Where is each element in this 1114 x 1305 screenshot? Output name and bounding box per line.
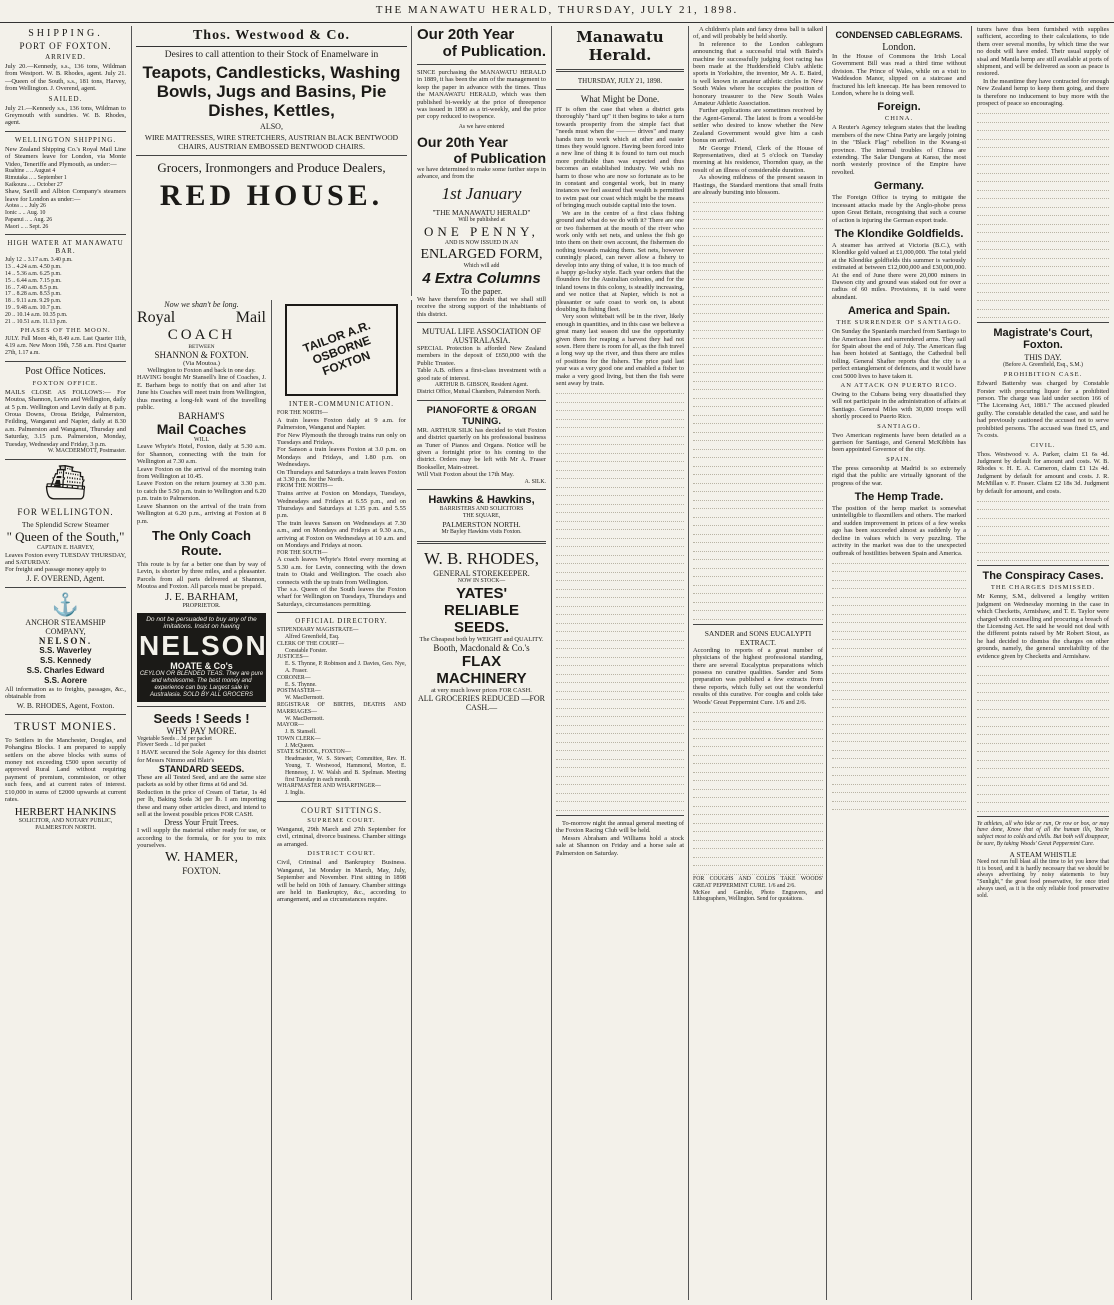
flax-machinery: FLAX MACHINERY [436, 652, 527, 687]
tailor-text: TAILOR A.R. OSBORNE FOXTON [301, 318, 373, 379]
extra-columns: 4 Extra Columns [422, 269, 541, 287]
north-3: For Sanson a train leaves Foxton at 3.0 p.m. on Mondays and Fridays, and 1.80 p.m. on Wednesdays. [277, 446, 406, 469]
secured-agency: I HAVE secured the Sole Agency for this district for Messrs Nimmo and Blair's [137, 749, 266, 764]
nelson-moate: MOATE & Co's [170, 660, 233, 671]
anchor-ship-icon: ⚓ [51, 591, 80, 617]
district-court-text: Civil, Criminal and Bankruptcy Business. Wanganui, 1st Monday in March, May, July, September and November. First sitting in 1898 will be held on 10th of January. Chamber sittings are held in Bankruptcy, &c., according to arrangement, and as circumstances require. [277, 859, 406, 904]
tide-table [5, 257, 126, 325]
dismissed-label: THE CHARGES DISMISSED. [990, 584, 1096, 592]
town-clerk-name: J. McQueen. [285, 742, 315, 749]
hamer-foxton: FOXTON. [182, 865, 221, 876]
column-courts [972, 26, 1114, 1300]
tide-row: 16 .. 7.40 a.m. 8.5 p.m. [5, 284, 59, 291]
anchor-ship-item: S.S. Kennedy [39, 655, 92, 665]
route-text: This route is by far a better one than by way of Levin, is shorter by three miles, and a pleasanter. Parcels from all parts delivered at Shannon, Moutoa and Foxton. All parcels must be prepaid. [137, 560, 266, 591]
leave-3: Leave Foxton on the return journey at 3.30 p.m. to catch the 5.50 p.m. train to Wellington and 6.20 p.m. train to Palmerston. [137, 480, 266, 503]
local-right-4: Mr George Friend, Clerk of the House of Representatives, died at 5 o'clock on Tuesday morning at his residence, Thorndon quay, as the result of an illness of considerable duration. [693, 144, 823, 174]
editorial-title: What Might be Done. [580, 94, 660, 104]
red-house: RED HOUSE. [159, 179, 384, 212]
having-bought: HAVING bought Mr Stansell's line of Coaches, J. E. Barham begs to notify that on and after 1st June his Coaches will meet train from Wellington, thus meeting a long-felt want of the travelling public. [137, 374, 266, 412]
inter-title: INTER-COMMUNICATION. [289, 400, 394, 408]
royal-mail-title [137, 309, 266, 327]
bayley-hawkins: Mr Bayley Hawkins visits Foxton. [441, 528, 522, 535]
wharf-name: J. Inglis. [285, 790, 305, 797]
hamer-name: W. HAMER, [165, 849, 238, 865]
santiago-text: Two American regiments have been detailed as a garrison for Santiago, and General McKibbin has been appointed Governor of the city. [832, 431, 966, 454]
surrender-label: THE SURRENDER OF SANTIAGO. [836, 319, 962, 327]
silk-text: MR. ARTHUR SILK has decided to visit Foxton and district quarterly on his professional business as Tuner of Pianos and Organs. Notice will be given a fortnight prior to his coming to the district. Orders may be left with Mr A. Fraser Bookseller, Main-street. [417, 426, 546, 471]
santiago-label: SANTIAGO. [877, 422, 921, 430]
therefore-text: We have therefore no doubt that we shall still receive the strong support of the inhabitants of this district. [417, 295, 546, 318]
high-water-title: HIGH WATER AT MANAWATU BAR. [7, 239, 124, 256]
continued-text-placeholder-7 [977, 660, 1109, 812]
clerk-label: CLERK OF THE COURT— [277, 640, 345, 647]
hankins-name: HERBERT HANKINS [14, 806, 117, 819]
tide-row: 18 .. 9.11 a.m. 9.29 p.m. [5, 298, 62, 305]
ship-item: Ionic .. .. Aug. 10 [5, 210, 46, 217]
trust-text: To Settlers in the Manchester, Douglas, and Pohangina Blocks. I am prepared to supply settlers on the above blocks with sums of money not exceeding £500 upon security of approved Rural Land without requiring payment of premium, commission, or other such fees, and at current rates of interest. £10,000 in sums of £2000 upwards at current rates. [5, 736, 126, 803]
mayor-label: MAYOR— [277, 722, 304, 729]
school-text: Headmaster, W. S. Stewart; Committee, Rev. H. Young, T. Westwood, Hammond, Morton, E. Hennessy, J. W. Walsh and B. Spelman. Meeting first Tuesday in each month. [285, 756, 406, 783]
freight-text: For freight and passage money apply to [5, 566, 107, 574]
justices-names: E. S. Thynne, P. Robinson and J. Davies, Geo. Nye, A. Fraser. [285, 661, 406, 674]
civil-label: CIVIL. [1030, 441, 1056, 449]
not-long: Now we shan't be long. [164, 300, 239, 309]
table-ab: Table A.B. offers a first-class investment with a good rate of interest. [417, 367, 546, 382]
queen-text: Leaves Foxton every TUESDAY THURSDAY, and SATURDAY. [5, 551, 126, 567]
enlarged-form: ENLARGED FORM, [420, 247, 543, 263]
north-2: For New Plymouth the through trains run only on Tuesdays and Fridays. [277, 431, 406, 447]
post-office-sub: FOXTON OFFICE. [32, 379, 99, 387]
column-ads-2 [132, 300, 412, 1300]
leave-2: Leave Foxton on the arrival of the morning train from Wellington at 10.45. [137, 465, 266, 481]
south-label: FOR THE SOUTH— [277, 549, 328, 556]
silk-visit: Will Visit Foxton about the 17th May. [417, 471, 514, 479]
nelson-tea-advertisement [137, 613, 266, 702]
now-in-stock: NOW IN STOCK— [457, 577, 506, 584]
woods-verse: Ye athletes, all who bike or run, Or row or box, or may have done, Know that of all the human ills, You're subject most to colds and chills. But both will disappear, be sure, By taking Woods' Great Peppermint Cure. [977, 820, 1109, 847]
moon-title: PHASES OF THE MOON. [20, 327, 111, 335]
proprietor-label: PROPRIETOR. [182, 602, 221, 609]
ship-item: Kaikoura .. .. October 27 [5, 181, 63, 188]
anchor-text: All information as to freights, passages, &c., obtainable from [5, 685, 126, 701]
wharf-label: WHARFMASTER AND WHARFINGER— [277, 783, 381, 790]
tested-seeds: These are all Tested Seed, and are the same size packets as sold by other firms at 6d and 3d. [137, 773, 266, 789]
gibson-agent: ARTHUR B. GIBSON, Resident Agent. [434, 382, 529, 389]
dress-title: Dress Your Fruit Trees. [164, 818, 239, 828]
why-pay-more: WHY PAY MORE. [166, 725, 237, 736]
registrar-label: REGISTRAR OF BIRTHS, DEATHS AND MARRIAGES— [277, 701, 406, 715]
editorial-para-2: We are in the centre of a first class fishing ground and what do we do with it? There are one or two fishermen at the mouth of the river who work only with set nets, and unless the fish go into them on their own account, the fishermen do nothing towards making them. Set nets, however cunningly placed, can never allow a fishery to develop into any thing of value, it is too much of a happy go-lucky style. Each year orders that the flounders for the Australian colonies, and for the inland towns in this colony, is steadily increasing, and we notice that at Napier, which is not a pleasanter or safe coast to work on, is about doubling its fishing fleet. [556, 209, 684, 313]
ship-list-2 [5, 203, 126, 230]
editorial-left [552, 26, 689, 1300]
anchor-ship-item: S.S. Charles Edward [26, 665, 105, 675]
post-office-title: Post Office Notices. [25, 365, 106, 377]
anchor-ship-item: S.S. Aorere [44, 675, 87, 685]
civil-text: Thos. Westwood v. A. Parker, claim £1 6s 4d. Judgment by default for amount and costs. W. B. Rhodes v. H. E. A. Cameron, claim £1 12s 4d. Judgment by default for amount and costs. J. R. McMillan v. F. Fraser. Claim £2 18s 3d. Judgment by default for amount, and costs. [977, 450, 1109, 495]
seeds-title: Seeds ! Seeds ! [153, 710, 250, 726]
shipping-title: SHIPPING. [28, 28, 103, 39]
london-title: London. [882, 42, 916, 53]
tide-row: 15 .. 6.44 a.m. 7.15 p.m. [5, 277, 62, 284]
since-purchasing: SINCE purchasing the MANAWATU HERALD in 1889, it has been the aim of the management to keep the paper in advance with the times. Thus the MANAWATU HERALD, which was then published bi-weekly at the price of threepence was issued in 1890 as a tri-weekly, and the price per copy reduced to twopence. [417, 69, 546, 121]
reduction-text: Reduction in the price of Cream of Tartar, 1s 4d per lb, Baking Soda 3d per lb. I am importing these and many other articles direct, and intend to sell at the lowest possible prices FOR CASH. [137, 788, 266, 818]
hemp-continued-2: In the meantime they have contracted for enough New Zealand hemp to keep them going, and there is therefore no inducement to buy more with the prospect of peace so encouraging. [977, 77, 1109, 108]
mail-label: Mail [235, 309, 266, 326]
conspiracy-text: Mr Kenny, S.M., delivered a lengthy written judgment on Wednesday morning in the case in which Checketts, Armishaw, and T. E. Taylor were charged with counselling and procuring a breach of the Licensing Act. He said he would not deal with the different points raised by Mr Robert Stout, as he had decided to dismiss the charges on other grounds, namely, the general unreliability of the evidence given by Checketts and Armishaw. [977, 593, 1109, 660]
palmerston-label: PALMERSTON NORTH. [442, 519, 521, 529]
splendid-label: The Splendid Screw Steamer [21, 519, 110, 529]
editorial-para-1: IT is often the case that when a district gets thoroughly "hard up" it then begins to take a turn towards prosperity from the simple fact that "needs must when the ——— drives" and many hands turn to work which at other and easier times they would ignore. Having been forced into a new line of thing it is found to turn out much more profitable than was expected and thus becomes an established industry. We wish no harm to those who are now so fortunate as to be in constant and congenial work, but in many instances we feel assured that wealth is permitted to swim past our coast which might be the means of bringing much outside capital into the town. [556, 106, 684, 210]
this-day: THIS DAY. [1024, 353, 1062, 363]
postmaster-name: W. MacDermott. [285, 695, 324, 702]
mckee-text: McKee and Gamble, Photo Engravers, and Lithographers, Wellington. Send for quotations. [693, 889, 823, 903]
tide-row: 17 .. 8.28 a.m. 8.53 p.m. [5, 291, 62, 298]
germany-title: Germany. [874, 180, 924, 193]
stipendiary-name: Alfred Greenfield, Esq. [285, 633, 340, 640]
steam-whistle-text: Need not run full blast all the time to let you know that it is boxed, and it is hardly necessary that we should be always advertising by noisy statements to buy "Sunlight," the great food preservative, for once tried always used, as it is the only reliable food preservative sold. [977, 858, 1109, 899]
anchor-title: ANCHOR STEAMSHIP COMPANY, [25, 617, 106, 636]
ship-item: Aotea .. .. July 26 [5, 203, 46, 210]
continued-text-placeholder-3 [693, 706, 823, 875]
tide-row: 20 .. 10.14 a.m. 10.35 p.m. [5, 311, 68, 318]
will-be-published: Will be published at [458, 217, 505, 224]
barhams-label: BARHAM'S [178, 411, 225, 422]
tide-row: 19 .. 9.48 a.m. 10.7 p.m. [5, 305, 62, 312]
from-north-1: Trains arrive at Foxton on Mondays, Tuesdays, Wednesdays and Fridays at 6.55 p.m., and on Thursdays and Saturdays at 1.35 p.m. and 5.55 p.m. [277, 490, 406, 520]
tailor-logo [285, 304, 398, 396]
coroner-label: CORONER— [277, 674, 311, 681]
anchor-ship-item: S.S. Waverley [39, 645, 92, 655]
clerk-name: Constable Forster. [285, 647, 328, 654]
one-penny: ONE PENNY, [424, 224, 539, 240]
spain-text: The press censorship at Madrid is so extremely rigid that the public are virtually ignorant of the progress of the war. [832, 464, 966, 487]
westwood-desire: Desires to call attention to their Stock of Enamelware in [164, 50, 379, 60]
silk-name: A. SILK. [524, 478, 546, 485]
westwood-mattresses: WIRE MATTRESSES, WIRE STRETCHERS, AUSTRIAN BLACK BENTWOOD CHAIRS, AUSTRIAN EMBOSSED BENTWOOD CHAIRS. [144, 133, 399, 151]
steamship-icon: ⛴ [43, 464, 88, 502]
between-label: BETWEEN [188, 344, 215, 350]
nelson-persuade: Do not be persuaded to buy any of the imitations. Insist on having [146, 615, 257, 631]
standard-seeds: STANDARD SEEDS. [158, 763, 245, 774]
column-editorial [552, 26, 827, 1300]
puerto-rico-label: AN ATTACK ON PUERTO RICO. [840, 382, 958, 389]
leave-1: Leave Whyte's Hotel, Foxton, daily at 5.30 a.m. for Shannon, connecting with the train for Wellington at 7.30 a.m. [137, 443, 266, 466]
local-para-4: To-morrow night the annual general meeting of the Foxton Racing Club will be held. [556, 819, 684, 835]
manawatu-herald-quote: "THE MANAWATU HERALD" [432, 208, 531, 218]
continued-text-placeholder-5 [977, 107, 1109, 318]
yates-seeds: YATES' RELIABLE SEEDS. [444, 584, 519, 636]
first-january: 1st January [441, 184, 522, 204]
steam-whistle-title: A STEAM WHISTLE [1009, 849, 1077, 859]
local-right-1: A children's plain and fancy dress ball is talked of, and will probably be held shortly. [693, 26, 823, 41]
paper-title: Manawatu Herald. [576, 28, 664, 64]
ship-item: Maori .. .. Sept. 26 [5, 223, 49, 230]
column-shipping [0, 26, 132, 1300]
editorial-right [689, 26, 827, 1300]
veg-seeds: Vegetable Seeds .. 3d per packet [137, 735, 212, 742]
hankins-sub: SOLICITOR, AND NOTARY PUBLIC, PALMERSTON NORTH. [18, 818, 113, 832]
westwood-grocers: Grocers, Ironmongers and Produce Dealers, [157, 160, 386, 175]
mayor-name: J. B. Stansell. [285, 729, 317, 736]
official-directory [277, 627, 406, 797]
continued-text-placeholder-4 [832, 557, 966, 811]
arrived-label: ARRIVED. [45, 53, 86, 61]
klondike-text: A steamer has arrived at Victoria (B.C.), with Klondike gold valued at £1,000,000. The total yield at the Klondike goldfields this summer is variously estimated at between £12,000,000 and £30,000,000. At the end of June there were 20,000 miners in Dawson city and ground was staked out for over a radius of 60 miles. Provisions, it is said were abundant. [832, 241, 966, 301]
arrived-text: July 20.—Kennedy, s.s., 136 tons, Wildman from Westport. W. B. Rhodes, agent. July 21.—Queen of the South, s.s., 181 tons, Harvey, from Wellington. J. Overend, agent. [5, 63, 126, 93]
postmaster-label: POSTMASTER— [277, 688, 321, 695]
germany-text: The Foreign Office is trying to mitigate the incessant attacks made by the Anglo-phobe press upon Great Britain, recognising that such a course of action is injuring the German export trade. [832, 194, 966, 224]
nelson-logo: NELSON [139, 629, 268, 661]
sander-text: According to reports of a great number of physicians of the highest professional standing, there are several Eucalyptus preparations which possess no curative qualities. Sander and Sons preparation was published a few extracts from these reports, which fully set out the wonderful results of this curative. For coughs and colds take Woods' Great Peppermint Cure. 1/6 and 2/6. [693, 646, 823, 706]
groceries-reduced: ALL GROCERIES REDUCED —FOR CASH.— [417, 694, 546, 713]
coach-label: COACH [167, 327, 236, 343]
queen-title: " Queen of the South," [6, 528, 125, 544]
registrar-name: W. MacDermott. [285, 715, 324, 722]
to-the-paper: To the paper. [460, 286, 503, 296]
as-we-entered: As we have entered [458, 123, 505, 130]
china-text: A Reuter's Agency telegram states that the leading members of the new China Party are largely joining in the "Black Flag" rebellion in the Kwang-si province. The internal troubles of China are extending. The Salar Dungans at Kansu, the most north westerly province of the Empire have revolted. [832, 124, 966, 176]
hemp-continued-1: turers have thus been furnished with supplies sufficient, according to their calculations, to tide them over several months, by which time the war no doubt will have ended. Their usual supply of sisal and Manila hemp are still available at ports of shipment, and will be delivered as soon as peace is restored. [977, 26, 1109, 78]
wellington-foxton: Wellington to Foxton and back in one day. [147, 367, 256, 374]
mail-coaches-title: Mail Coaches [156, 421, 247, 438]
school-label: STATE SCHOOL, FOXTON— [277, 749, 351, 756]
london-text: In the House of Commons the Irish Local Government Bill was read a third time without division. The Prince of Wales, while on a visit to Waddesdon Manor, slipped on a staircase and fractured his left kneecap. He has been removed to London, where he is doing well. [832, 53, 966, 98]
north-1: A train leaves Foxton daily at 9 a.m. for Palmerston, Wanganui and Napier. [277, 416, 406, 432]
prohibition-text: Edward Battersby was charged by Constable Forster with procuring liquor for a prohibited person. The charge was laid under section 166 of "The Licensing Act, 1881." The accused pleaded guilty. The constable detailed the case, and said he had previously cautioned the accused not to serve prohibited persons. The accused was fined £5, and 7s costs. [977, 380, 1109, 440]
hawkins-title: Hawkins & Hawkins, [428, 494, 535, 507]
coroner-name: E. S. Thynne. [285, 681, 317, 688]
china-label: CHINA. [884, 115, 914, 123]
continued-text-placeholder-2 [693, 196, 823, 620]
column-cablegrams [827, 26, 972, 1300]
official-title: OFFICIAL DIRECTORY. [295, 617, 388, 626]
royal-label: Royal [137, 309, 176, 326]
district-court-label: DISTRICT COURT. [307, 850, 376, 858]
our-20th-year-2: Our 20th Year [417, 133, 508, 150]
column-intercommunication [272, 300, 412, 1300]
will-label: WILL [194, 437, 209, 444]
tide-row: 14 .. 5.36 a.m. 6.25 p.m. [5, 271, 62, 278]
which-will-add: Which will add [463, 263, 500, 270]
ship-item: Ruahine .. .. August 4 [5, 168, 56, 175]
local-right-5: As showing mildness of the present season in Hastings, the Standard mentions that small fruits are already bursting into blossom. [693, 174, 823, 196]
cheapest-text: The Cheapest both by WEIGHT and QUALITY. [419, 635, 544, 643]
westwood-also: ALSO, [260, 122, 283, 131]
tide-row: 21 .. 10.51 a.m. 11.13 p.m. [5, 318, 68, 325]
south-2: The s.s. Queen of the South leaves the Foxton wharf for Wellington on Tuesdays, Thursdays and Saturdays, circumstances permitting. [277, 585, 406, 608]
our-20th-year: Our 20th Year [417, 26, 515, 43]
continued-text-placeholder [556, 387, 684, 811]
post-office-text: MAILS CLOSE AS FOLLOWS:— For Moutoa, Shannon, Levin and Wellington, daily at 5 p.m. Wellington and Levin daily at 8 p.m. Oroua Downs, Oroua Bridge, Palmerston, Feilding, Wanganui and Napier, daily at 8.30 a.m. Palmerston and Wanganui, Thursday and Saturday, 3.15 p.m. Palmerston, Monday, Tuesday, Wednesday and Friday, 3 p.m. [5, 388, 126, 448]
north-label: FOR THE NORTH— [277, 410, 328, 416]
barristers-label: BARRISTERS AND SOLICITORS [439, 506, 524, 513]
conspiracy-title: The Conspiracy Cases. [982, 570, 1104, 583]
determined-text: we have determined to make some further steps in advance, and from the [417, 165, 546, 181]
overend-agent: J. F. OVEREND, Agent. [26, 573, 105, 583]
spain-label: SPAIN. [886, 455, 912, 463]
from-north-label: FROM THE NORTH— [277, 483, 333, 490]
mutual-life-title: MUTUAL LIFE ASSOCIATION OF AUSTRALASIA. [421, 327, 542, 346]
ship-list [5, 168, 126, 188]
only-coach-route: The Only Coach Route. [152, 527, 251, 558]
before-magistrate: (Before A. Greenfield, Esq., S.M.) [1003, 362, 1083, 369]
anchor-ships [5, 646, 126, 686]
rhodes-agent: W. B. RHODES, Agent, Foxton. [16, 700, 115, 710]
barham-name: J. E. BARHAM, [164, 590, 239, 603]
paper-date: THURSDAY, JULY 21, 1898. [577, 77, 663, 85]
america-spain-title: America and Spain. [847, 305, 951, 318]
ship-item: Papanui .. .. Aug. 26 [5, 216, 53, 223]
tide-row: July 12 .. 3.17 a.m. 3.40 p.m. [5, 257, 73, 264]
shannon-foxton: SHANNON & FOXTON. [154, 350, 249, 360]
masthead: THE MANAWATU HERALD, THURSDAY, JULY 21, 1898. [0, 0, 1114, 23]
leave-4: Leave Shannon on the arrival of the train from Wellington at 6.20 p.m., arriving at Foxton at 8 p.m. [137, 502, 266, 525]
hemp-text: The position of the hemp market is somewhat unintelligible to flaxmillers and others. The marked and sudden improvement in prices of a few weeks ago has been succeeded almost as suddenly by a decline in values which is very puzzling. The activity in the market was due to the unexpected outbreak of hostilities between Spain and America. [832, 505, 966, 557]
ship-item: Rimutaka .. .. September 1 [5, 174, 67, 181]
continued-text-placeholder-6 [977, 495, 1109, 562]
wb-rhodes-title: W. B. RHODES, [423, 548, 540, 568]
port-title: PORT OF FOXTON. [19, 41, 112, 51]
wellington-shipping-title: WELLINGTON SHIPPING. [14, 135, 117, 144]
westwood-title: Thos. Westwood & Co. [136, 26, 407, 47]
nelson-teas: CEYLON OR BLENDED TEAS. They are pure and wholesome. The best money and experience can buy. Largest sale in Australasia. SOLD BY ALL GROCERS [139, 670, 264, 698]
for-wellington-title: FOR WELLINGTON. [17, 506, 114, 517]
magistrates-court-title: Magistrate's Court, Foxton. [993, 327, 1093, 352]
sailed-label: SAILED. [48, 94, 83, 103]
sailed-text: July 21.—Kennedy s.s., 136 tons, Wildman to Greymouth with sundries. W. B. Rhodes, agent. [5, 104, 126, 127]
local-right-3: Further applications are sometimes received by the Agent-General. The latest is from a would-be settler who desired to know whether the New Zealand Government would give him a cash bonus on arrival. [693, 107, 823, 145]
local-right-2: In reference to the London cablegram announcing that a successful trial with Baird's machine for successfully judging foot racing has been made at the Huddersfield Club's athletic sports in Yorkshire, the inventor, Mr A. E. Baird, is well known in amateur athletic circles in New South Wales where he occupies the position of honorary treasurer to the New South Wales Amateur Athletic Association. [693, 40, 823, 108]
coughs-text: FOR COUGHS AND COLDS TAKE WOODS' GREAT PEPPERMINT CURE. 1/6 and 2/6. [693, 876, 823, 889]
surrender-text: On Sunday the Spaniards marched from Santiago to the American lines and surrendered arms. They sail for Spain about the end of July. The American flag has been hoisted at Santiago, the Cathedral bell tolling. General Shafter reports that the city is a perfect entanglement of defences, and it would have cost 5000 lives to have taken it. [832, 328, 966, 380]
column-coach [132, 300, 272, 1300]
editorial-para-3: Very soon whitebait will be in the river, likely enough in quantities, and in this case we believe a great many last season did use the opportunity given them for reaping a harvest they had not sown. Here there is room for all, as the fish travel a long way up the river, and thus there are miles of positions for the fishers. The price paid last year was a very good one and enabled a fisher to make a very good living, but then the fish were sent away by train. [556, 313, 684, 388]
klondike-title: The Klondike Goldfields. [834, 227, 964, 240]
stipendiary-label: STIPENDIARY MAGISTRATE— [277, 627, 359, 634]
square-label: THE SQUARE, [462, 513, 501, 520]
of-publication: of Publication. [442, 43, 546, 60]
from-north-2: The train leaves Sanson on Wednesdays at 7.30 a.m., and on Mondays and Fridays at 9.30 a.m., arriving at Foxton on Wednesdays at 10 a.m. and on Mondays and Fridays at noon. [277, 519, 406, 550]
of-publication-2: of Publication [453, 149, 546, 166]
storekeeper-label: GENERAL STOREKEEPER. [433, 568, 530, 578]
wellington-text: New Zealand Shipping Co.'s Royal Mail Line of Steamers leave for London, via Monte Video, Teneriffe and Plymouth, as under:— [5, 145, 126, 168]
flower-seeds: Flower Seeds .. 1d per packet [137, 742, 206, 749]
condensed-title: CONDENSED CABLEGRAMS. [835, 30, 963, 40]
dress-text: I will supply the material either ready for use, or according to the formula, or for you to mix yourselves. [137, 827, 266, 850]
supreme-court-label: SUPREME COURT. [307, 817, 376, 825]
justices-label: JUSTICES— [277, 654, 309, 661]
puerto-rico-text: Owing to the Cubans being very dissatisfied they will not participate in the administration of affairs at Santiago. General Miles with 30,000 troops will shortly proceed to Puerto Rico. [832, 391, 966, 421]
westwood-teapots: Teapots, Candlesticks, Washing Bowls, Jugs and Basins, Pie Dishes, Kettles, [142, 63, 401, 120]
shaw-text: Shaw, Savill and Albion Company's steamers leave for London as under:— [5, 188, 126, 203]
nelson-label: NELSON. [38, 635, 93, 646]
court-sittings-title: COURT SITTINGS. [300, 806, 383, 816]
trust-monies-title: TRUST MONIES. [14, 718, 117, 733]
tide-row: 13 .. 4.24 a.m. 4.50 p.m. [5, 264, 62, 271]
now-issued: AND IS NOW ISSUED IN AN [444, 240, 519, 247]
column-publication [412, 26, 552, 1300]
captain: CAPTAIN E. HARVEY, [37, 544, 94, 551]
piano-tuning-title: PIANOFORTE & ORGAN TUNING. [426, 404, 537, 427]
special-protection: SPECIAL Protection is afforded New Zealand members in the deposit of £650,000 with the Public Trustee. [417, 345, 546, 367]
south-1: A coach leaves Whyte's Hotel every morning at 5.30 a.m. for Levin, connecting with the down train to Otaki and Wellington. The coach also connects with the up train from Wellington. [277, 556, 406, 586]
supreme-court-text: Wanganui, 29th March and 27th September for civil, criminal, divorce business. Chamber sittings as arranged. [277, 826, 406, 848]
local-para-5: Messrs Abraham and Williams hold a stock sale at Shannon on Friday and a horse sale at Palmerston on Saturday. [556, 834, 684, 857]
via-moutoa: (Via Moutoa.) [183, 360, 220, 367]
sander-title: SANDER and SONS EUCALYPTI EXTRACT. [704, 628, 812, 647]
hemp-trade-title: The Hemp Trade. [854, 491, 944, 504]
moon-text: JULY. Full Moon 4th, 8.49 a.m. Last Quarter 11th, 4.19 a.m. New Moon 19th, 7.58 a.m. First Quarter 27th, 1.17 a.m. [5, 336, 126, 357]
gibson-office: District Office, Mutual Chambers, Palmerston North. [417, 388, 541, 395]
booth-macdonald: Booth, Macdonald & Co.'s [433, 642, 530, 653]
town-clerk-label: TOWN CLERK— [277, 735, 321, 742]
westwood-advertisement [132, 26, 412, 296]
post-office-sign: W. MACDERMOTT, Postmaster. [47, 448, 126, 455]
foreign-title: Foreign. [877, 101, 921, 114]
prohibition-label: PROHIBITION CASE. [1003, 371, 1083, 379]
north-4: On Thursdays and Saturdays a train leaves Foxton at 3.30 p.m. for the North. [277, 468, 406, 484]
lower-prices: at very much lower prices FOR CASH. [431, 686, 532, 694]
